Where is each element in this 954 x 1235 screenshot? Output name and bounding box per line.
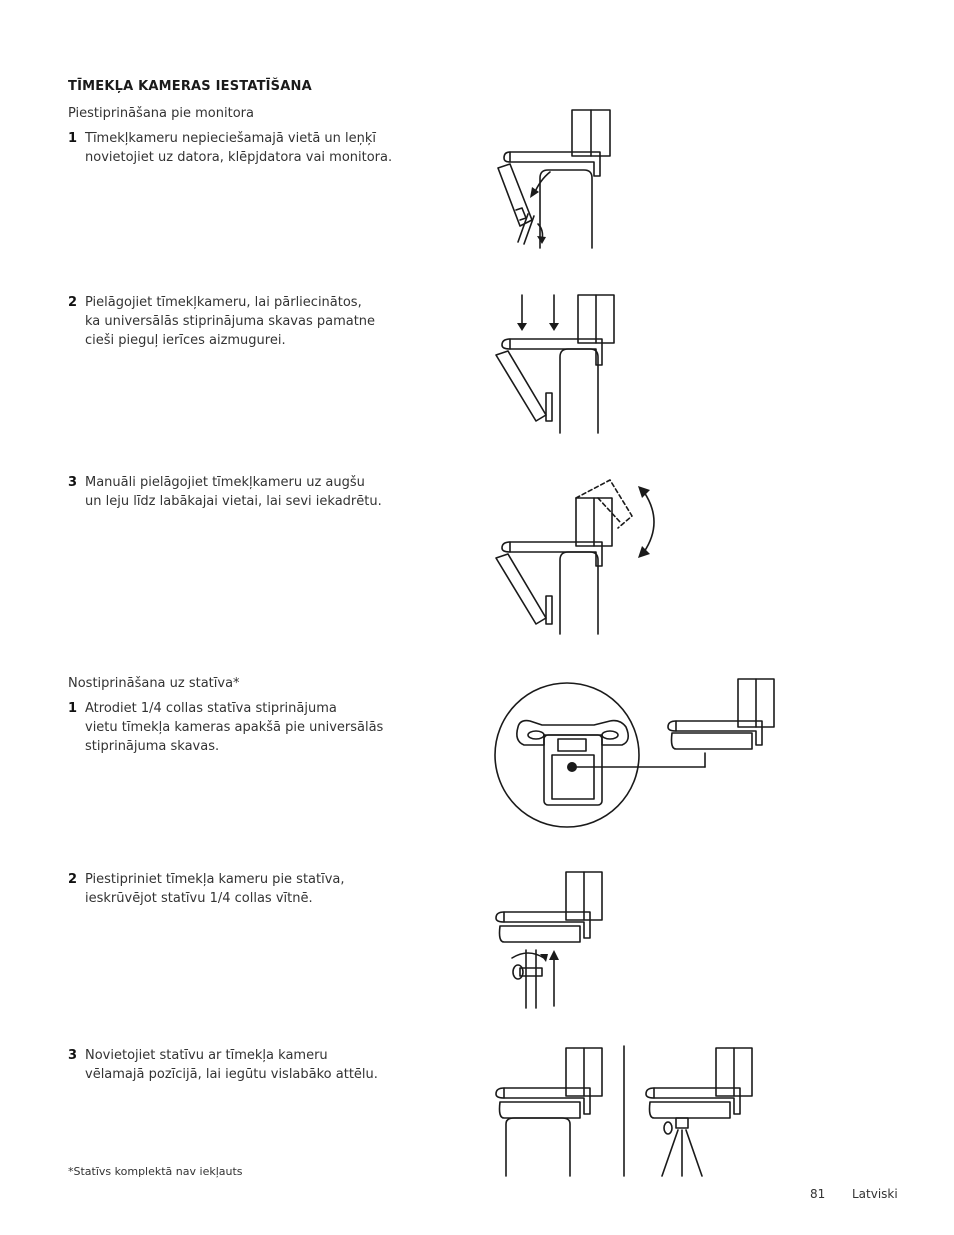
illustration-place-on-monitor: [480, 100, 640, 255]
footnote: *Statīvs komplektā nav iekļauts: [68, 1165, 243, 1178]
illustration-screw-tripod: [490, 868, 630, 1013]
step-number: 3: [68, 475, 78, 490]
step-text: Novietojiet statīvu ar tīmekļa kameru vēlamajā pozīcijā, lai iegūtu vislabāko attēlu.: [85, 1048, 378, 1082]
step-number: 2: [68, 295, 78, 310]
step-number: 1: [68, 131, 78, 146]
step-number: 1: [68, 701, 78, 716]
rotate-arrow: [512, 953, 544, 958]
step-text: Atrodiet 1/4 collas statīva stiprinājuma vietu tīmekļa kameras apakšā pie universālās stiprinājuma skavas.: [85, 701, 384, 754]
monitor-mount-heading: Piestiprināšana pie monitora: [68, 106, 254, 121]
step-number: 3: [68, 1048, 78, 1063]
clip-base: [500, 926, 581, 942]
tilt-arrow: [644, 492, 654, 552]
clip-top: [504, 912, 590, 938]
step-text: Piestipriniet tīmekļa kameru pie statīva, ieskrūvējot statīvu 1/4 collas vītnē.: [85, 872, 345, 906]
tripod-leg: [662, 1130, 678, 1176]
clip-leg: [496, 351, 546, 421]
clip-base: [672, 733, 753, 749]
monitor-step-1: [68, 129, 428, 167]
monitor-top: [506, 1118, 570, 1176]
tripod-mount-heading: Nostiprināšana uz statīva*: [68, 676, 240, 691]
monitor-edge: [560, 552, 598, 634]
tripod-step-1: [68, 699, 428, 756]
monitor-step-3: [68, 473, 428, 511]
illustration-adjust-clip: [480, 285, 640, 435]
section-title: TĪMEKĻA KAMERAS IESTATĪŠANA: [68, 79, 312, 94]
illustration-tripod-thread: [490, 675, 790, 835]
monitor-step-2: [68, 293, 428, 350]
illustration-tilt-camera: [480, 470, 680, 640]
page-language: Latviski: [852, 1187, 898, 1201]
tripod-leg: [686, 1130, 702, 1176]
clip-base-detail: [517, 721, 628, 745]
step-number: 2: [68, 872, 78, 887]
tripod-step-3: [68, 1046, 428, 1084]
monitor-edge: [560, 349, 598, 433]
clip-leg: [496, 554, 546, 624]
step-text: Tīmekļkameru nepieciešamajā vietā un leņķī novietojiet uz datora, klēpjdatora vai monitora.: [85, 131, 393, 165]
monitor-edge: [540, 170, 592, 248]
clip-base: [500, 1102, 581, 1118]
clip-base: [650, 1102, 731, 1118]
page-number: 81: [810, 1187, 826, 1201]
tripod-head: [676, 1118, 688, 1128]
step-text: Manuāli pielāgojiet tīmekļkameru uz augšu un leju līdz labākajai vietai, lai sevi iekadrētu.: [85, 475, 382, 509]
illustration-position-tripod: [490, 1042, 770, 1182]
step-text: Pielāgojiet tīmekļkameru, lai pārliecinātos, ka universālās stiprinājuma skavas pamatne cieši pieguļ ierīces aizmugurei.: [85, 295, 376, 348]
tripod-step-2: [68, 870, 428, 908]
